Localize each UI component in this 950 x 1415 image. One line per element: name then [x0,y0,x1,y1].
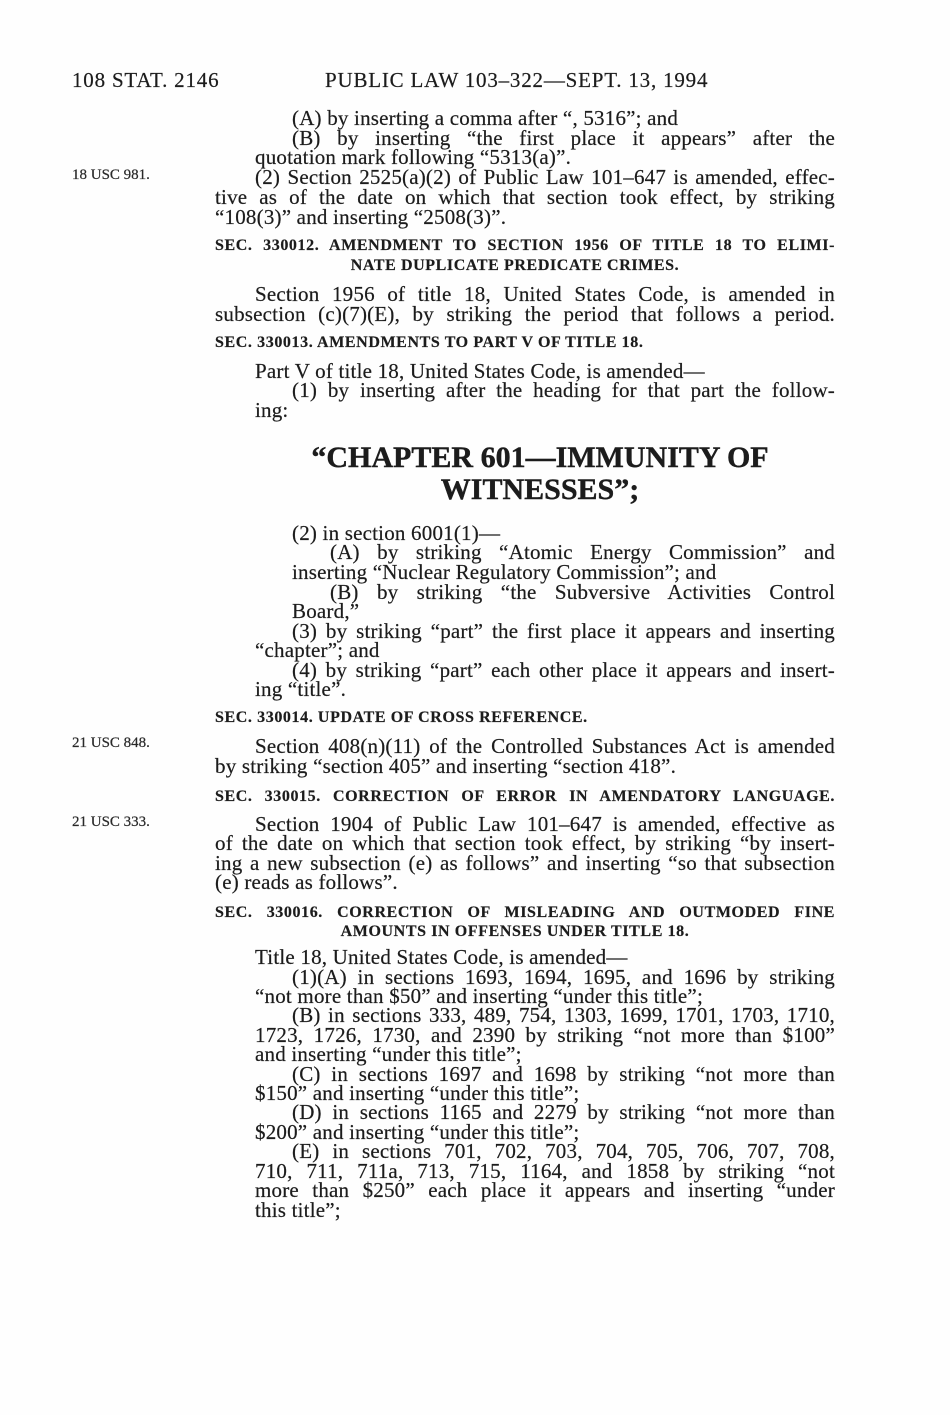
body-text-line: 1723, 1726, 1730, and 2390 by striking “not more than $100” [255,1023,835,1047]
body-text-line: (4) by striking “part” each other place it appears and insert- [292,658,835,682]
body-text-line: Part V of title 18, United States Code, is amended— [255,359,705,383]
body-text-line: tive as of the date on which that section took effect, by striking [215,185,835,209]
body-text-line: (B) by striking “the Subversive Activities Control [330,580,835,604]
body-text-line: ing: [255,398,289,422]
section-heading: SEC. 330015. CORRECTION OF ERROR IN AMENDATORY LANGUAGE. [215,788,835,805]
section-heading: SEC. 330012. AMENDMENT TO SECTION 1956 OF TITLE 18 TO ELIMI- [215,237,835,254]
body-text-line: quotation mark following “5313(a)”. [255,145,572,169]
body-text-line: subsection (c)(7)(E), by striking the period that follows a period. [215,302,835,326]
body-text-line: and inserting “under this title”; [255,1042,522,1066]
body-text-line: ing “title”. [255,677,347,701]
body-text-line: (1) by inserting after the heading for that part the follow- [292,378,835,402]
body-text-line: (A) by inserting a comma after “, 5316”; and [292,106,679,130]
body-text-line: (2) Section 2525(a)(2) of Public Law 101–647 is amended, effec- [255,165,835,189]
body-text-line: Section 1904 of Public Law 101–647 is amended, effective as [255,812,835,836]
body-text-line: (3) by striking “part” the first place it appears and inserting [292,619,835,643]
page-header-title: PUBLIC LAW 103–322—SEPT. 13, 1994 [325,68,709,92]
section-heading: SEC. 330014. UPDATE OF CROSS REFERENCE. [215,709,588,726]
body-text-line: more than $250” each place it appears and inserting “under [255,1178,835,1202]
margin-note-usc: 18 USC 981. [72,167,150,183]
body-text-line: $200” and inserting “under this title”; [255,1120,580,1144]
body-text-line: 710, 711, 711a, 713, 715, 1164, and 1858 by striking “not [255,1159,835,1183]
section-heading: NATE DUPLICATE PREDICATE CRIMES. [350,257,680,274]
body-text-line: inserting “Nuclear Regulatory Commission”; and [292,560,717,584]
body-text-line: (E) in sections 701, 702, 703, 704, 705, 706, 707, 708, [292,1139,835,1163]
chapter-heading: “CHAPTER 601—IMMUNITY OF [311,441,769,474]
body-text-line: (B) by inserting “the first place it appears” after the [292,126,835,150]
body-text-line: Board,” [292,599,360,623]
body-text-line: (e) reads as follows”. [215,870,398,894]
body-text-line: Title 18, United States Code, is amended— [255,945,628,969]
body-text-line: (C) in sections 1697 and 1698 by striking “not more than [292,1062,835,1086]
body-text-line: (D) in sections 1165 and 2279 by striking “not more than [292,1100,835,1124]
body-text-line: (1)(A) in sections 1693, 1694, 1695, and 1696 by striking [292,965,835,989]
body-text-line: Section 408(n)(11) of the Controlled Substances Act is amended [255,734,835,758]
section-heading: SEC. 330013. AMENDMENTS TO PART V OF TITLE 18. [215,334,644,351]
body-text-line: “108(3)” and inserting “2508(3)”. [215,205,507,229]
body-text-line: by striking “section 405” and inserting “section 418”. [215,754,677,778]
body-text-line: ing a new subsection (e) as follows” and inserting “so that subsection [215,851,835,875]
body-text-line: $150” and inserting “under this title”; [255,1081,580,1105]
body-text-line: (B) in sections 333, 489, 754, 1303, 1699, 1701, 1703, 1710, [292,1003,835,1027]
body-text-line: of the date on which that section took effect, by striking “by insert- [215,831,835,855]
body-text-line: Section 1956 of title 18, United States Code, is amended in [255,282,835,306]
body-text-line: “chapter”; and [255,638,380,662]
margin-note-usc: 21 USC 333. [72,814,150,830]
section-heading: AMOUNTS IN OFFENSES UNDER TITLE 18. [340,923,690,940]
page-header-stat: 108 STAT. 2146 [72,68,220,92]
body-text-line: (2) in section 6001(1)— [292,521,501,545]
section-heading: SEC. 330016. CORRECTION OF MISLEADING AND OUTMODED FINE [215,904,835,921]
body-text-line: “not more than $50” and inserting “under this title”; [255,984,703,1008]
chapter-heading: WITNESSES”; [440,473,640,506]
margin-note-usc: 21 USC 848. [72,735,150,751]
body-text-line: this title”; [255,1198,341,1222]
body-text-line: (A) by striking “Atomic Energy Commission” and [330,540,835,564]
